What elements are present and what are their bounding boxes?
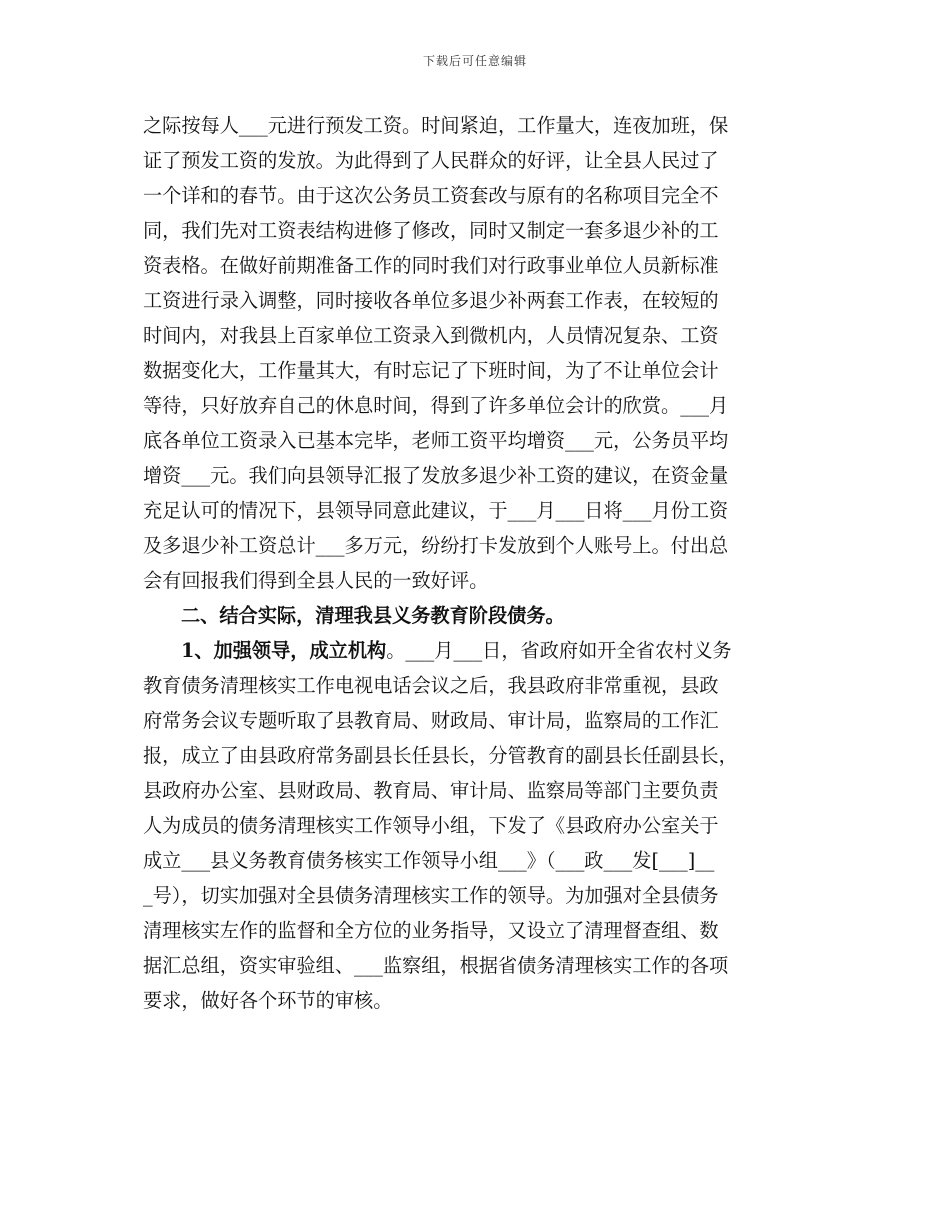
text-line: 人为成员的债务清理核实工作领导小组，下发了《县政府办公室关于	[143, 814, 719, 837]
text-line: 报，成立了由县政府常务副县长任县长，分管教育的副县长任副县长，	[143, 744, 738, 767]
text-line: 增资___元。我们向县领导汇报了发放多退少补工资的建议，在资金量	[143, 464, 729, 487]
text-line: 县政府办公室、县财政局、教育局、审计局、监察局等部门主要负责	[143, 779, 719, 802]
text-line: 数据变化大，工作量其大，有时忘记了下班时间，为了不让单位会计	[143, 359, 719, 382]
text-line: _号），切实加强对全县债务清理核实工作的领导。为加强对全县债务	[143, 884, 719, 907]
text-line: 证了预发工资的发放。为此得到了人民群众的好评，让全县人民过了	[143, 149, 719, 172]
text-line: 据汇总组，资实审验组、___监察组，根据省债务清理核实工作的各项	[143, 954, 729, 977]
text-line: 同，我们先对工资表结构进修了修改，同时又制定一套多退少补的工	[143, 219, 719, 242]
text-line: 底各单位工资录入已基本完毕，老师工资平均增资___元，公务员平均	[143, 429, 729, 452]
text-line: 教育债务清理核实工作电视电话会议之后，我县政府非常重视，县政	[143, 674, 719, 697]
lead-text: 。___月___日，省政府如开全省农村义务	[386, 639, 732, 662]
text-line: 府常务会议专题听取了县教育局、财政局、审计局，监察局的工作汇	[143, 709, 719, 732]
text-line: 等待，只好放弃自己的休息时间，得到了许多单位会计的欣赏。___月	[143, 394, 729, 417]
text-line: 工资进行录入调整，同时接收各单位多退少补两套工作表，在较短的	[143, 289, 719, 312]
text-line: 之际按每人___元进行预发工资。时间紧迫，工作量大，连夜加班，保	[143, 114, 729, 137]
paragraph-wage-adjustment	[143, 108, 811, 598]
document-body	[143, 108, 811, 1018]
paragraph-leadership	[143, 633, 811, 1018]
text-line: 及多退少补工资总计___多万元，纷纷打卡发放到个人账号上。付出总	[143, 534, 729, 557]
page-header: 下载后可任意编辑	[422, 54, 527, 68]
subheading-bold: 1、加强领导，成立机构	[181, 639, 387, 662]
text-line: 充足认可的情况下，县领导同意此建议，于___月___日将___月份工资	[143, 499, 729, 522]
section-heading: 二、结合实际，清理我县义务教育阶段债务。	[181, 604, 565, 627]
text-line: 成立___县义务教育债务核实工作领导小组___》（___政___发[___]__	[143, 849, 715, 872]
text-line-lead	[143, 633, 811, 668]
text-line: 清理核实左作的监督和全方位的业务指导，又设立了清理督查组、数	[143, 919, 719, 942]
text-line: 一个详和的春节。由于这次公务员工资套改与原有的名称项目完全不	[143, 184, 719, 207]
text-line: 时间内，对我县上百家单位工资录入到微机内，人员情况复杂、工资	[143, 324, 719, 347]
text-line: 要求，做好各个环节的审核。	[143, 989, 393, 1012]
text-line: 会有回报我们得到全县人民的一致好评。	[143, 569, 489, 592]
text-line: 资表格。在做好前期准备工作的同时我们对行政事业单位人员新标准	[143, 254, 719, 277]
